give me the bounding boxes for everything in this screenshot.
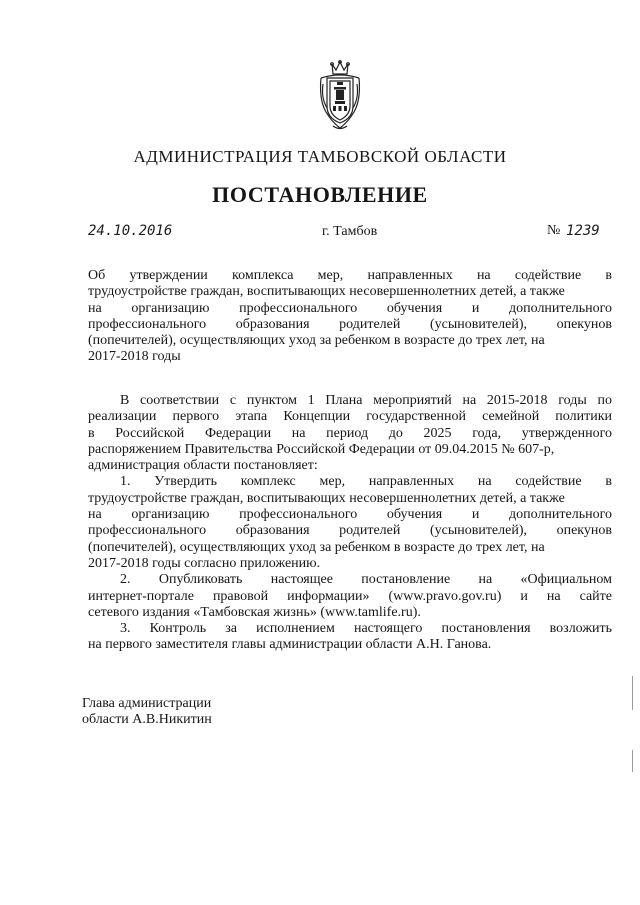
- item2-line: интернет-портале правовой информации» (www.pravo.gov.ru) и на сайте: [88, 588, 612, 604]
- title-line: 2017-2018 годы: [88, 349, 181, 365]
- document-city: г. Тамбов: [322, 224, 378, 239]
- item3-line: на первого заместителя главы администрации области А.Н. Ганова.: [88, 637, 492, 653]
- item1-line: профессионального образования родителей (усыновителей), опекунов: [88, 523, 612, 539]
- scan-artifact: [632, 750, 633, 772]
- item1-line: 1. Утвердить комплекс мер, направленных на содействие в: [120, 474, 612, 490]
- document-number: 1239: [566, 223, 600, 239]
- title-line: на организацию профессионального обучения и дополнительного: [88, 300, 612, 316]
- item1-line: на организацию профессионального обучения и дополнительного: [88, 507, 612, 523]
- item3-line: 3. Контроль за исполнением настоящего постановления возложить: [120, 621, 612, 637]
- preamble-line: в Российской Федерации на период до 2025 года, утвержденного: [88, 425, 612, 441]
- organization-name: АДМИНИСТРАЦИЯ ТАМБОВСКОЙ ОБЛАСТИ: [133, 147, 507, 166]
- preamble-line: администрация области постановляет:: [88, 458, 318, 474]
- item1-line: трудоустройстве граждан, воспитывающих несовершеннолетних детей, а также: [88, 490, 565, 506]
- resolution-title: [88, 268, 612, 366]
- signature-block: [82, 696, 212, 729]
- item2-line: 2. Опубликовать настоящее постановление на «Официальном: [120, 572, 612, 588]
- title-line: (попечителей), осуществляющих уход за ребенком в возрасте до трех лет, на: [88, 333, 545, 349]
- preamble-line: реализации первого этапа Концепции государственной семейной политики: [88, 409, 612, 425]
- signature-name: области А.В.Никитин: [82, 712, 212, 728]
- title-line: трудоустройстве граждан, воспитывающих несовершеннолетних детей, а также: [88, 284, 565, 300]
- item1-line: 2017-2018 годы согласно приложению.: [88, 555, 321, 571]
- title-line: Об утверждении комплекса мер, направленных на содействие в: [88, 268, 612, 283]
- signature-title: Глава администрации: [82, 696, 212, 711]
- item1-line: (попечителей), осуществляющих уход за ребенком в возрасте до трех лет, на: [88, 539, 545, 555]
- coat-of-arms-emblem: [318, 60, 362, 132]
- item2-line: сетевого издания «Тамбовская жизнь» (www.tamlife.ru).: [88, 604, 421, 620]
- preamble-line: распоряжением Правительства Российской Федерации от 09.04.2015 № 607-р,: [88, 441, 555, 457]
- resolution-body: [88, 393, 612, 654]
- document-type-title: ПОСТАНОВЛЕНИЕ: [212, 182, 428, 207]
- preamble-line: В соответствии с пунктом 1 Плана мероприятий на 2015-2018 годы по: [120, 393, 612, 408]
- document-date: 24.10.2016: [88, 223, 173, 239]
- document-number-label: №: [547, 223, 561, 238]
- title-line: профессионального образования родителей (усыновителей), опекунов: [88, 316, 612, 332]
- scan-artifact: [632, 676, 633, 710]
